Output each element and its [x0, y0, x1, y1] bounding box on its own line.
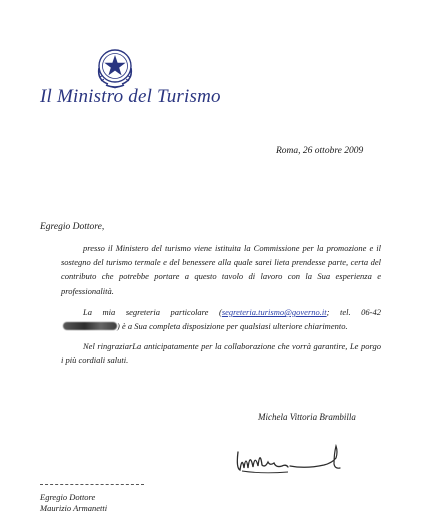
phone-redaction	[63, 322, 117, 330]
addressee-title: Egregio Dottore	[40, 492, 96, 502]
separator-line	[40, 484, 144, 485]
letter-date: Roma, 26 ottobre 2009	[276, 146, 364, 156]
addressee-name: Maurizio Armanetti	[40, 503, 108, 513]
handwritten-signature	[232, 438, 342, 478]
secretariat-text-end: ) è a Sua completa disposizione per qualsiasi ulteriore chiarimento.	[117, 321, 348, 332]
body-paragraph-secretariat	[61, 305, 381, 333]
addressee-block	[40, 492, 107, 514]
secretariat-phone-text: ; tel. 06-42	[326, 307, 381, 317]
body-paragraph-closing: Nel ringraziarLa anticipatamente per la collaborazione che vorrà garantire, Le porgo i più cordiali saluti.	[61, 341, 381, 366]
italian-republic-emblem-icon	[94, 46, 136, 90]
secretariat-text-start: La mia segreteria particolare (	[83, 307, 222, 317]
letterhead-title: Il Ministro del Turismo	[40, 86, 221, 107]
body-paragraph-commission: presso il Ministero del turismo viene istituita la Commissione per la promozione e il sostegno del turismo termale e del benessere alla quale sarei lieta prendesse parte, certa del contributo che potrebbe portare a questo tavolo di lavoro con la Sua esperienza e professionalità.	[61, 243, 381, 296]
secretariat-email-link[interactable]: segreteria.turismo@governo.it	[221, 307, 327, 317]
salutation: Egregio Dottore,	[40, 222, 105, 232]
signer-name: Michela Vittoria Brambilla	[258, 412, 356, 422]
